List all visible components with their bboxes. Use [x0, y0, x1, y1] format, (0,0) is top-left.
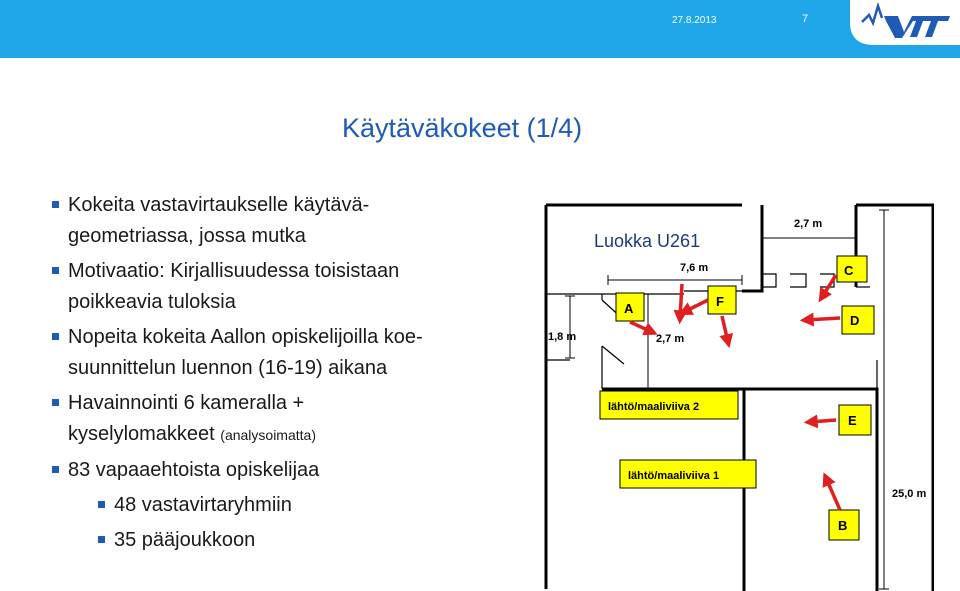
dimension-label: 7,6 m	[680, 262, 709, 274]
bullet-list	[52, 190, 532, 556]
camera-arrow-f-left	[680, 284, 682, 318]
room-label: Luokka U261	[594, 231, 701, 251]
bullet-square-icon	[52, 267, 59, 274]
camera-arrow-b	[826, 478, 840, 510]
start-finish-line-2: lähtö/maaliviiva 2	[608, 401, 700, 413]
dimension-label: 2,7 m	[794, 218, 823, 230]
bullet-square-icon	[52, 201, 59, 208]
position-label-d: D	[850, 313, 860, 328]
bullet-text: Havainnointi 6 kameralla +	[68, 392, 305, 414]
corridor-floor-plan	[544, 200, 934, 591]
bullet-text: Kokeita vastavirtaukselle käytävä-	[68, 194, 370, 216]
bullet-text	[68, 419, 532, 451]
dimension-label: 1,8 m	[548, 331, 577, 343]
dimension-label: 2,7 m	[656, 333, 685, 345]
bullet-text: Motivaatio: Kirjallisuudessa toisistaan	[68, 260, 400, 282]
bullet-item	[52, 322, 532, 384]
bullet-text: suunnittelun luennon (16-19) aikana	[68, 357, 388, 379]
camera-arrow-f-down	[722, 316, 728, 342]
camera-arrow-f-mid	[684, 300, 708, 312]
header-bar	[0, 0, 960, 58]
bullet-item	[52, 256, 532, 318]
page-number: 7	[802, 13, 809, 25]
bullet-item	[52, 388, 532, 451]
bullet-text: Nopeita kokeita Aallon opiskelijoilla koe-	[68, 326, 423, 348]
bullet-text: poikkeavia tuloksia	[68, 291, 236, 313]
camera-arrow-d	[806, 318, 840, 320]
sub-bullet-text: 48 vastavirtaryhmiin	[114, 494, 292, 516]
bullet-square-icon	[52, 333, 59, 340]
sub-bullet-item	[52, 490, 532, 521]
slide-title: Käytäväkokeet (1/4)	[342, 113, 583, 143]
camera-arrow-e	[810, 420, 836, 422]
bullet-text: geometriassa, jossa mutka	[68, 225, 306, 247]
bullet-item	[52, 190, 532, 252]
start-finish-line-1: lähtö/maaliviiva 1	[628, 470, 720, 482]
sub-bullet-text: 35 pääjoukkoon	[114, 529, 256, 551]
bullet-square-icon	[98, 536, 105, 543]
camera-arrow-a	[630, 322, 652, 332]
bullet-text-main: kyselylomakkeet	[68, 423, 221, 445]
bullet-square-icon	[52, 399, 59, 406]
position-label-a: A	[624, 301, 634, 316]
slide-date: 27.8.2013	[672, 15, 717, 26]
position-label-c: C	[844, 263, 854, 278]
bullet-text: 83 vapaaehtoista opiskelijaa	[68, 459, 320, 481]
sub-bullet-item	[52, 525, 532, 556]
vtt-logo	[842, 0, 960, 45]
position-label-e: E	[848, 413, 857, 428]
bullet-item	[52, 455, 532, 486]
position-label-b: B	[838, 518, 848, 533]
bullet-square-icon	[52, 466, 59, 473]
bullet-square-icon	[98, 501, 105, 508]
dimension-label: 25,0 m	[892, 488, 927, 500]
bullet-note: (analysoimatta)	[220, 427, 316, 443]
position-label-f: F	[716, 294, 724, 309]
